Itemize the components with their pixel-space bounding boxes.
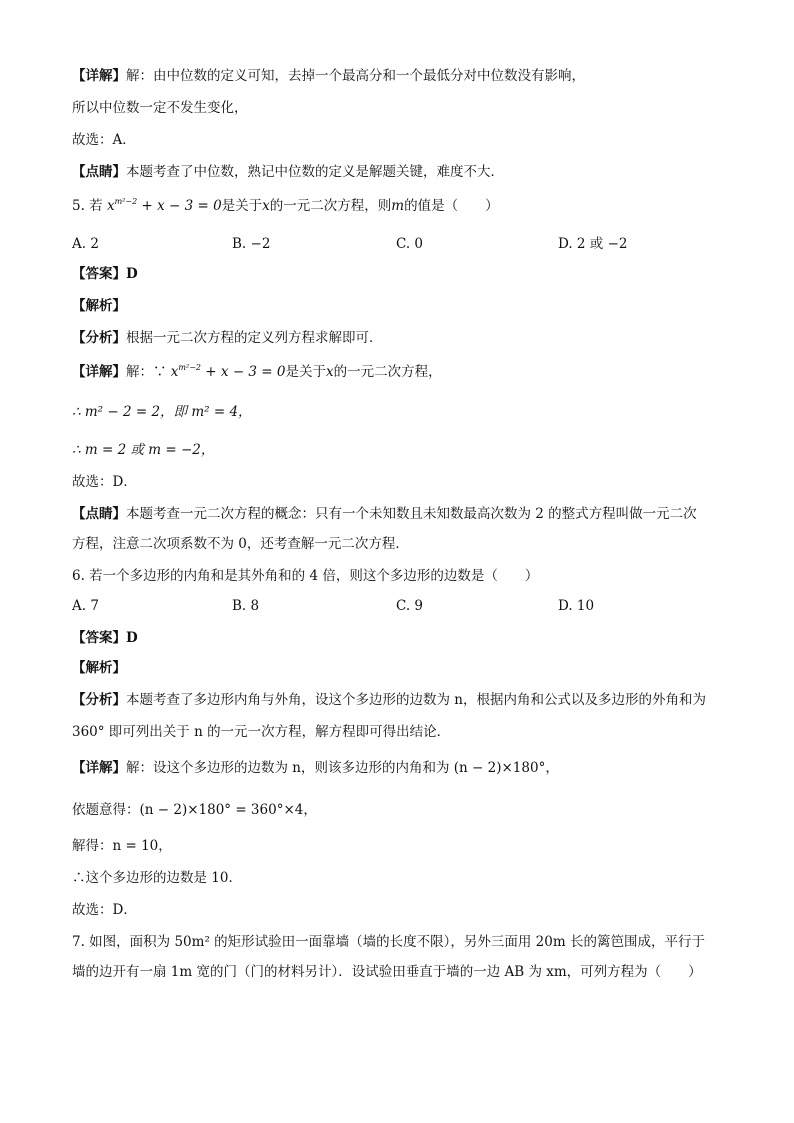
- question-5-options: [72, 234, 732, 254]
- option-d: D. 10: [558, 598, 595, 614]
- option-c: C. 9: [396, 598, 424, 614]
- solution-step: ∴ m = 2 或 m = −2，: [72, 442, 215, 458]
- analysis-paragraph-cont: 360° 即可列出关于 n 的一元一次方程，解方程即可得出结论．: [72, 724, 451, 740]
- question-7-stem: 7. 如图，面积为 50m² 的矩形试验田一面靠墙（墙的长度不限），另外三面用 20m 长的篱笆围成，平行于: [72, 934, 705, 950]
- detail-paragraph: 【详解】解：∵ $x^{m^2-2} + x - 3 = 0$是关于x的一元二次方程，: [72, 363, 442, 380]
- choice-line: 故选：A．: [72, 132, 136, 148]
- option-d: D. 2 或 −2: [558, 236, 628, 252]
- analysis-paragraph: 【分析】根据一元二次方程的定义列方程求解即可．: [72, 330, 383, 346]
- analysis-tag: 【解析】: [72, 298, 126, 314]
- choice-line: 故选：D．: [72, 902, 137, 918]
- comment-paragraph: [72, 162, 504, 182]
- equation: $x^{m^2-2} + x - 3 = 0$: [170, 363, 286, 380]
- analysis-paragraph: 【分析】本题考查了多边形内角与外角，设这个多边形的边数为 n，根据内角和公式以及多边形的外角和为: [72, 692, 706, 708]
- answer-tag: 【答案】D: [72, 630, 138, 646]
- analysis-tag: 【解析】: [72, 660, 126, 676]
- solution-step: ∴这个多边形的边数是 10．: [72, 870, 242, 886]
- detail-paragraph: [72, 66, 585, 86]
- solution-step: 解得：n = 10，: [72, 838, 172, 854]
- question-7-stem-cont: 墙的边开有一扇 1m 宽的门（门的材料另计）．设试验田垂直于墙的一边 AB 为 xm，可列方程为（ ）: [72, 964, 702, 980]
- question-5-stem: 5. 若 $x^{m^2-2} + x - 3 = 0$是关于x的一元二次方程，则m的值是（ ）: [72, 197, 499, 214]
- comment-paragraph-cont: 方程，注意二次项系数不为 0，还考查解一元二次方程．: [72, 536, 409, 552]
- solution-step: ∴ m² − 2 = 2，即 m² = 4，: [72, 404, 252, 420]
- option-a: A. 2: [72, 236, 99, 252]
- equation: $x^{m^2-2} + x - 3 = 0$: [106, 197, 222, 214]
- question-6-stem: 6. 若一个多边形的内角和是其外角和的 4 倍，则这个多边形的边数是（ ）: [72, 568, 539, 584]
- answer-tag: 【答案】D: [72, 266, 138, 282]
- detail-tag: 【详解】: [72, 68, 126, 84]
- option-c: C. 0: [396, 236, 424, 252]
- detail-paragraph: 【详解】解：设这个多边形的边数为 n，则该多边形的内角和为 (n − 2)×180°，: [72, 760, 559, 776]
- comment-text: 本题考查了中位数，熟记中位数的定义是解题关键，难度不大．: [126, 164, 504, 180]
- option-b: B. −2: [232, 236, 271, 252]
- option-b: B. 8: [232, 598, 260, 614]
- question-6-options: [72, 596, 732, 616]
- option-a: A. 7: [72, 598, 99, 614]
- detail-text: 解：由中位数的定义可知，去掉一个最高分和一个最低分对中位数没有影响，: [126, 68, 585, 84]
- detail-paragraph-cont: 所以中位数一定不发生变化，: [72, 100, 248, 116]
- solution-step: 依题意得：(n − 2)×180° = 360°×4，: [72, 802, 317, 818]
- comment-tag: 【点睛】: [72, 164, 126, 180]
- choice-line: 故选：D．: [72, 474, 137, 490]
- comment-paragraph: 【点睛】本题考查一元二次方程的概念：只有一个未知数且未知数最高次数为 2 的整式方程叫做一元二次: [72, 506, 697, 522]
